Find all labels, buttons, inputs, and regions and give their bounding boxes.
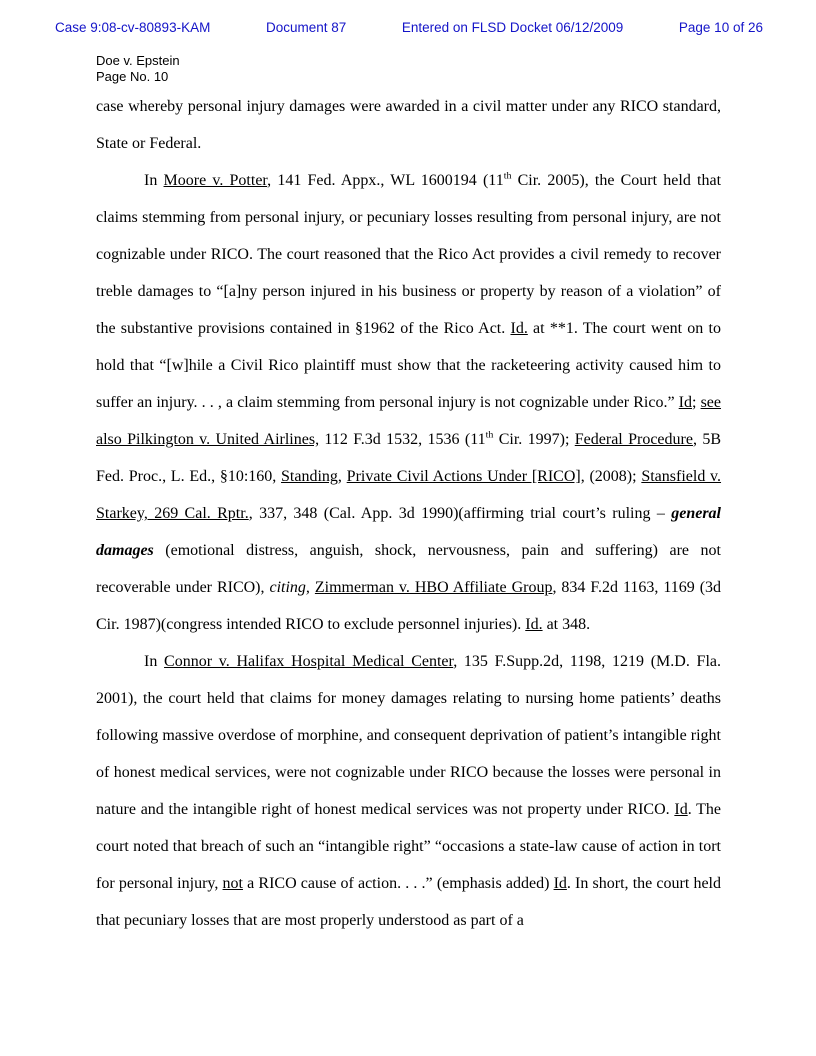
text-run: at 348. [542,616,591,633]
citation-text: Private Civil Actions Under [RICO] [346,468,581,485]
citation-text: Id. [510,320,528,337]
superscript: th [503,170,512,182]
citation-text: not [222,875,243,892]
paragraph [96,88,721,162]
text-run: case whereby personal injury damages were awarded in a civil matter under any RICO standard, State or Federal. [96,98,721,152]
citation-text: Id [674,801,688,818]
citation-text: Moore v. Potter [163,172,268,189]
text-run: . The court noted that breach of such an “intangible right” “occasions a state-law cause of action in tort for personal injury, [96,801,721,892]
case-caption [96,53,180,85]
stamp-entered-date: Entered on FLSD Docket 06/12/2009 [401,20,624,35]
stamp-case-number: Case 9:08-cv-80893-KAM [55,20,211,35]
text-run: Cir. 1997); [493,431,575,448]
text-run: Cir. 2005), the Court held that claims stemming from personal injury, or pecuniary losses resulting from personal injury, are not cognizable under RICO. The court reasoned that the Rico Act provides a civil remedy to recover treble damages to “[a]ny person injured in his business or property by reason of a violation” of the substantive provisions contained in §1962 of the Rico Act. [96,172,722,337]
citation-text: Zimmerman v. HBO Affiliate Group [314,579,553,596]
citation-text: Connor v. Halifax Hospital Medical Center [164,653,454,670]
text-run: , 337, 348 (Cal. App. 3d 1990)(affirming trial court’s ruling – [248,505,672,522]
citation-text: Id. [525,616,543,633]
text-run: a RICO cause of action. . . .” (emphasis added) [242,875,554,892]
docket-stamp [55,20,763,35]
superscript: th [485,429,494,441]
text-run: . In short, the court held that pecuniary losses that are most properly understood as part of a [96,875,721,929]
text-run: In [144,653,165,670]
page-number-label: Page No. 10 [96,69,169,84]
text-run: , [337,468,347,485]
text-run: 112 F.3d 1532, 1536 (11 [319,431,486,448]
text-run: at **1. The court went on to hold that “[w]hile a Civil Rico plaintiff must show that the racketeering activity caused him to suffer an injury. . . , a claim stemming from personal injury is not cognizable under Rico.” [96,320,721,411]
paragraph [96,643,721,939]
text-run: In [144,172,164,189]
italic-text: citing, [269,579,310,596]
text-run: , 834 F.2d 1163, 1169 (3d Cir. 1987)(congress intended RICO to exclude personnel injuries). [96,579,722,633]
text-run: , 5B Fed. Proc., L. Ed., §10:160, [96,431,721,485]
citation-text: Id [553,875,567,892]
citation-text: see also Pilkington v. United Airlines, [96,394,721,448]
text-run: , (2008); [580,468,642,485]
paragraph [96,162,721,643]
citation-text: Id [678,394,692,411]
citation-text: Stansfield v. Starkey, 269 Cal. Rptr. [96,468,722,522]
text-run: , 135 F.Supp.2d, 1198, 1219 (M.D. Fla. 2001), the court held that claims for money damages relating to nursing home patients’ deaths following massive overdose of morphine, and consequent deprivation of patient’s intangible right of honest medical services, were not cognizable under RICO because the losses were personal in nature and the intangible right of honest medical services was not property under RICO. [96,653,721,818]
text-run: ; [692,394,701,411]
case-title: Doe v. Epstein [96,53,180,68]
citation-text: Federal Procedure [574,431,693,448]
document-body [96,88,721,939]
citation-text: Standing [281,468,338,485]
stamp-page-count: Page 10 of 26 [678,20,763,35]
text-run: , 141 Fed. Appx., WL 1600194 (11 [267,172,504,189]
emphasized-text: general damages [96,505,721,559]
text-run: (emotional distress, anguish, shock, nervousness, pain and suffering) are not recoverable under RICO), [96,542,721,596]
stamp-document-number: Document 87 [265,20,347,35]
